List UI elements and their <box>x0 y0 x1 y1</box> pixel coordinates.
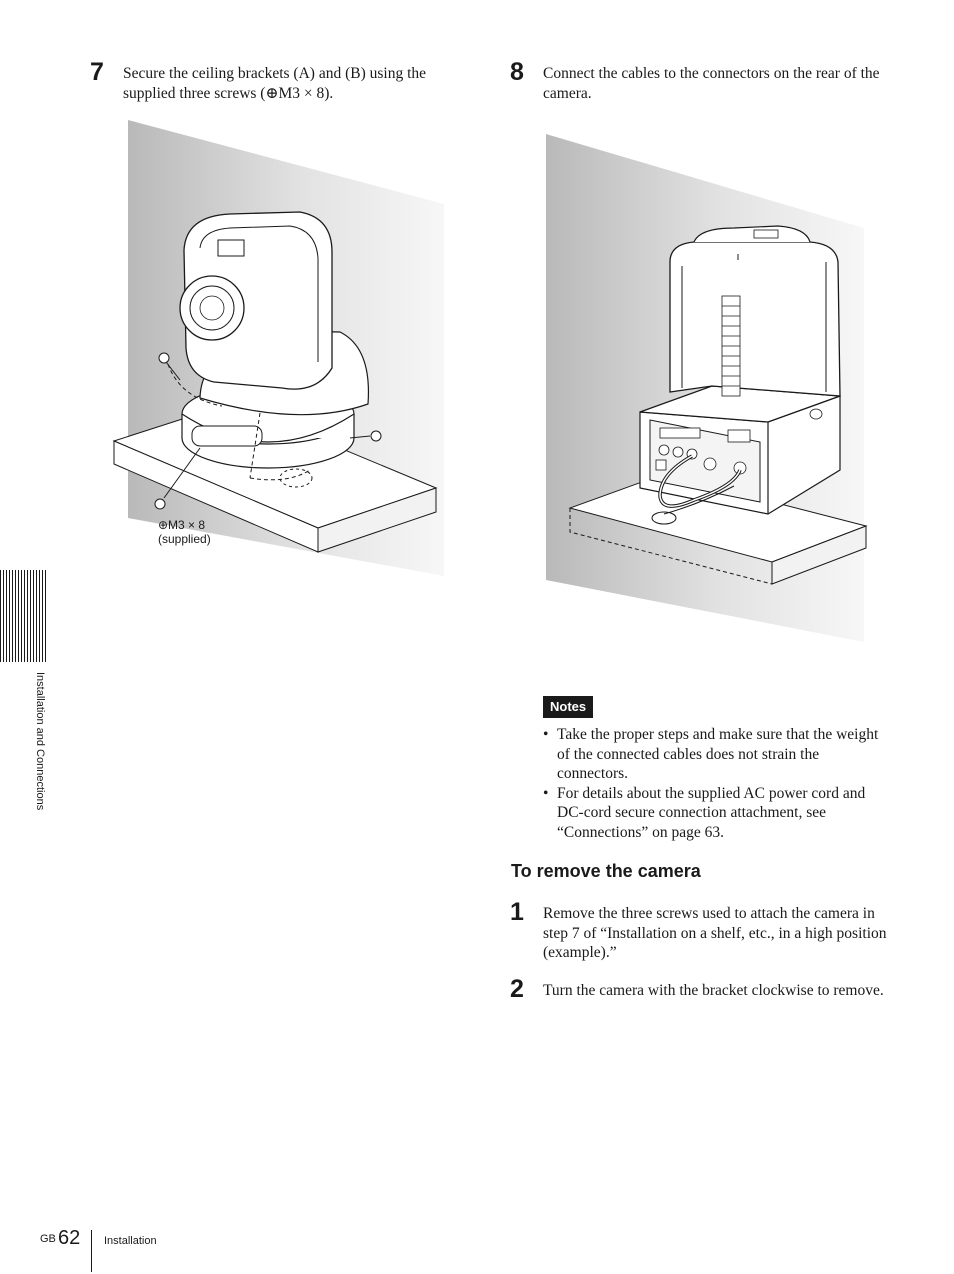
notes-list-container <box>543 725 889 842</box>
remove-step-2-text: Turn the camera with the bracket clockwise to remove. <box>543 982 884 999</box>
remove-step-1-number: 1 <box>510 898 524 926</box>
footer-region-code: GB <box>40 1233 56 1245</box>
step-7-illustration <box>110 118 450 578</box>
notes-list <box>543 725 889 842</box>
footer-page-number: 62 <box>58 1227 81 1249</box>
remove-step-1-text: Remove the three screws used to attach the camera in step 7 of “Installation on a shelf, etc., in a high position (example).” <box>543 905 887 961</box>
side-tab-label: Installation and Connections <box>34 672 46 811</box>
footer-divider <box>91 1230 92 1272</box>
note-item: • For details about the supplied AC power cord and DC-cord secure connection attachment, see “Connections” on page 63. <box>543 784 889 843</box>
step-8-illustration <box>544 130 870 644</box>
notes-badge: Notes <box>543 696 593 718</box>
side-tab-marker <box>0 570 46 662</box>
note-item: • Take the proper steps and make sure that the weight of the connected cables does not strain the connectors. <box>543 725 889 784</box>
remove-step-2-number: 2 <box>510 975 524 1003</box>
step-7-number: 7 <box>90 58 104 86</box>
step-7-caption-screw: ⊕M3 × 8 <box>158 518 206 532</box>
step-8-number: 8 <box>510 58 524 86</box>
step-7-caption-supplied: (supplied) <box>158 532 211 546</box>
footer-section-label: Installation <box>104 1235 157 1247</box>
remove-section-heading: To remove the camera <box>511 861 701 881</box>
step-8-text: Connect the cables to the connectors on the rear of the camera. <box>543 65 880 102</box>
step-7-text: Secure the ceiling brackets (A) and (B) using the supplied three screws (⊕M3 × 8). <box>123 65 427 102</box>
